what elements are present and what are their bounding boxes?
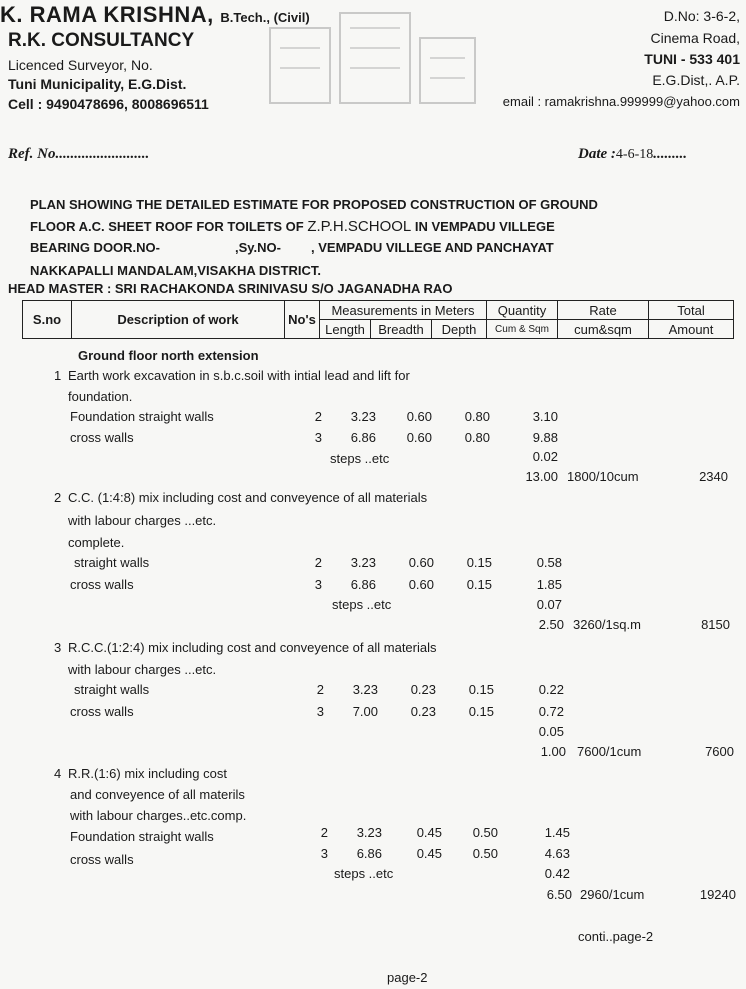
address-city: TUNI - 533 401 [644,51,740,67]
item-2-steps-qty: 0.07 [536,597,562,612]
item-4-row-1-qty: 1.45 [544,825,570,840]
item-3-desc-line-1: R.C.C.(1:2:4) mix including cost and conveyence of all materials [68,640,437,655]
estimate-table-header [22,300,734,339]
title-line-3: BEARING DOOR.NO- ,Sy.NO- , VEMPADU VILLEGE AND PANCHAYAT [30,240,554,255]
col-quantity: Quantity [487,301,558,320]
item-1-row-1-qty: 3.10 [532,409,558,424]
item-2-row-1-depth: 0.15 [466,555,492,570]
col-nos: No's [285,301,320,339]
item-3-steps-qty: 0.05 [538,724,564,739]
col-breadth: Breadth [371,320,432,339]
item-2-row-2-length: 6.86 [350,577,376,592]
item-4-row-2-length: 6.86 [356,846,382,861]
item-2-row-1-qty: 0.58 [536,555,562,570]
title-line-1: PLAN SHOWING THE DETAILED ESTIMATE FOR PROPOSED CONSTRUCTION OF GROUND [30,197,598,212]
item-3-row-1-label: straight walls [74,682,150,697]
title-line-4: NAKKAPALLI MANDALAM,VISAKHA DISTRICT. [30,263,322,278]
section-title: Ground floor north extension [78,348,259,363]
item-4-total-qty: 6.50 [546,887,572,902]
firm-name: R.K. CONSULTANCY [8,30,195,51]
head-master-line: HEAD MASTER : SRI RACHAKONDA SRINIVASU S/O JAGANADHA RAO [8,281,453,296]
address-road: Cinema Road, [650,30,740,46]
col-total: Total [649,301,734,320]
item-4-rate: 2960/1cum [580,887,645,902]
item-3-total-qty: 1.00 [540,744,566,759]
item-1-row-2-breadth: 0.60 [406,430,432,445]
item-3-row-2-breadth: 0.23 [410,704,436,719]
item-3-row-1-length: 3.23 [352,682,378,697]
item-3-row-1-nos: 2 [316,682,324,697]
item-3-desc-line-2: with labour charges ...etc. [68,662,217,677]
col-rate: Rate [558,301,649,320]
email-line: email : ramakrishna.999999@yahoo.com [502,94,740,109]
item-4-row-1-breadth: 0.45 [416,825,442,840]
item-1-row-2-qty: 9.88 [532,430,558,445]
item-1-steps-qty: 0.02 [532,449,558,464]
item-2-desc-line-2: with labour charges ...etc. [68,513,217,528]
item-4-desc-line-3: with labour charges..etc.comp. [70,808,247,823]
item-1-row-2-nos: 3 [314,430,322,445]
item-3-row-2-nos: 3 [316,704,324,719]
item-4-steps: steps ..etc [334,866,394,881]
item-4-row-1-depth: 0.50 [472,825,498,840]
qualification: B.Tech., (Civil) [220,10,310,25]
item-2-row-1-label: straight walls [74,555,150,570]
title-line-2: FLOOR A.C. SHEET ROOF FOR TOILETS OF Z.P.H.SCHOOL IN VEMPADU VILLEGE [30,218,555,235]
item-2-row-1-breadth: 0.60 [408,555,434,570]
col-total-unit: Amount [649,320,734,339]
item-4-row-1-length: 3.23 [356,825,382,840]
address-district: E.G.Dist,. A.P. [652,72,740,88]
item-2-row-2-nos: 3 [314,577,322,592]
item-2-row-2-qty: 1.85 [536,577,562,592]
item-4-number: 4 [54,766,62,781]
item-1-total-qty: 13.00 [525,469,558,484]
item-4-amount: 19240 [699,887,736,902]
item-4-row-2-breadth: 0.45 [416,846,442,861]
item-1-row-2-depth: 0.80 [464,430,490,445]
item-2-row-2-depth: 0.15 [466,577,492,592]
item-1-amount: 2340 [699,469,728,484]
continued-note: conti..page-2 [578,929,654,944]
item-2-amount: 8150 [701,617,730,632]
item-2-number: 2 [54,490,62,505]
col-rate-unit: cum&sqm [558,320,649,339]
item-2-row-2-label: cross walls [70,577,134,592]
cell-line: Cell : 9490478696, 8008696511 [8,96,209,112]
item-2-desc-line-1: C.C. (1:4:8) mix including cost and conveyence of all materials [68,490,428,505]
item-1-desc-line-1: Earth work excavation in s.b.c.soil with intial lead and lift for [68,368,410,383]
item-3-row-2-depth: 0.15 [468,704,494,719]
item-3-number: 3 [54,640,62,655]
address-door: D.No: 3-6-2, [663,8,740,24]
municipality-line: Tuni Municipality, E.G.Dist. [8,76,187,92]
item-1-row-1-nos: 2 [314,409,322,424]
item-1-row-1-breadth: 0.60 [406,409,432,424]
item-4-steps-qty: 0.42 [544,866,570,881]
item-4-row-1-nos: 2 [320,825,328,840]
col-length: Length [320,320,371,339]
item-2-total-qty: 2.50 [538,617,564,632]
item-3-row-2-qty: 0.72 [538,704,564,719]
licence-line: Licenced Surveyor, No. [8,57,153,73]
item-4-desc-line-1: R.R.(1:6) mix including cost [68,766,227,781]
item-4-row-2-label: cross walls [70,852,134,867]
item-3-row-1-depth: 0.15 [468,682,494,697]
date-field: Date :4-6-18......... [578,146,687,162]
item-1-row-1-label: Foundation straight walls [70,409,214,424]
item-1-desc-line-2: foundation. [68,389,133,404]
item-3-row-1-qty: 0.22 [538,682,564,697]
item-4-desc-line-2: and conveyence of all materils [70,787,245,802]
building-watermark-icon [250,8,490,108]
item-3-amount: 7600 [705,744,734,759]
item-3-rate: 7600/1cum [577,744,642,759]
item-1-row-2-label: cross walls [70,430,134,445]
col-quantity-unit: Cum & Sqm [487,320,558,339]
date-value: 4-6-18 [615,147,654,162]
item-3-row-1-breadth: 0.23 [410,682,436,697]
page-number: page-2 [387,970,428,985]
item-3-row-2-length: 7.00 [352,704,378,719]
col-sno: S.no [23,301,72,339]
item-1-steps: steps ..etc [330,451,390,466]
item-4-row-2-depth: 0.50 [472,846,498,861]
item-2-row-2-breadth: 0.60 [408,577,434,592]
col-depth: Depth [432,320,487,339]
col-description: Description of work [72,301,285,339]
item-2-rate: 3260/1sq.m [573,617,641,632]
item-1-rate: 1800/10cum [567,469,639,484]
item-2-desc-line-3: complete. [68,535,125,550]
item-1-row-1-depth: 0.80 [464,409,490,424]
item-2-row-1-nos: 2 [314,555,322,570]
item-4-row-2-nos: 3 [320,846,328,861]
item-4-row-2-qty: 4.63 [544,846,570,861]
item-2-steps: steps ..etc [332,597,392,612]
item-2-row-1-length: 3.23 [350,555,376,570]
item-3-row-2-label: cross walls [70,704,134,719]
item-4-row-1-label: Foundation straight walls [70,829,214,844]
col-measurements: Measurements in Meters [320,301,487,320]
item-1-row-2-length: 6.86 [350,430,376,445]
item-1-row-1-length: 3.23 [350,409,376,424]
surveyor-name: K. RAMA KRISHNA, B.Tech., (Civil) [0,2,310,27]
ref-number: Ref. No......................... [8,146,150,162]
item-1-number: 1 [54,368,62,383]
